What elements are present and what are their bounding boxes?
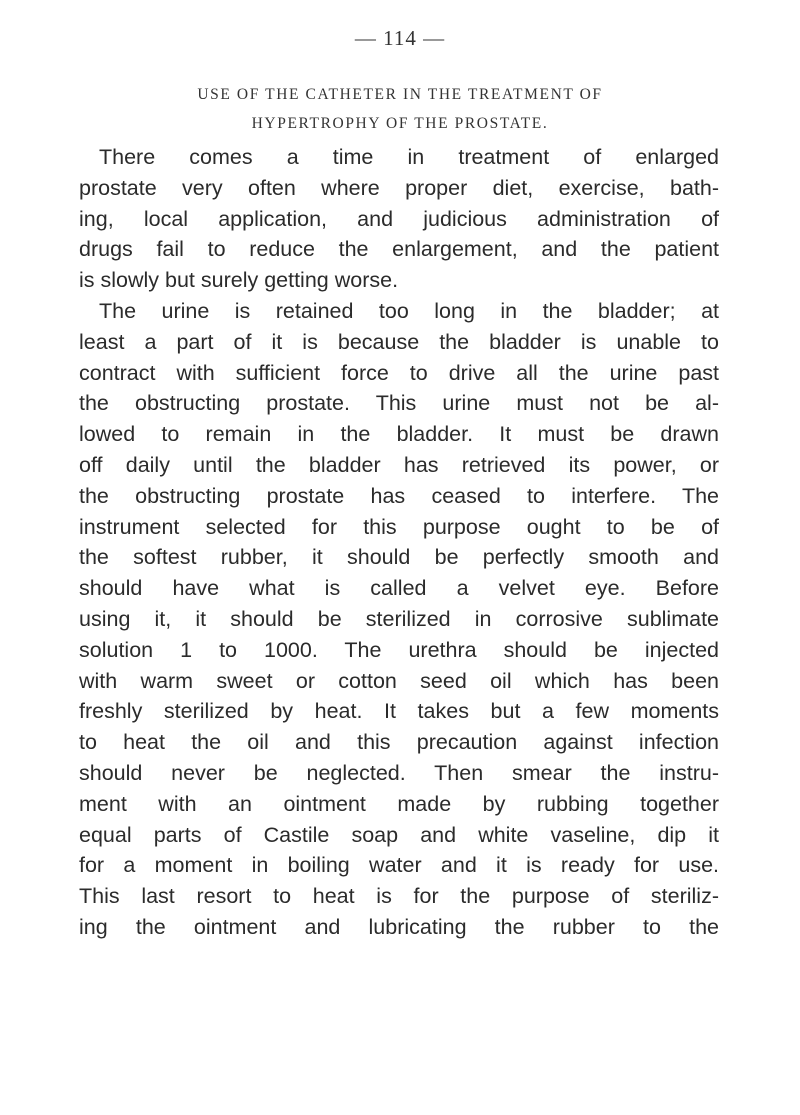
- text-line: solution 1 to 1000. The urethra should be injected: [79, 637, 719, 662]
- text-line: the softest rubber, it should be perfectly smooth and: [79, 545, 719, 570]
- text-line: lowed to remain in the bladder. It must be drawn: [79, 422, 719, 447]
- paragraph-1: [79, 142, 719, 296]
- text-line: ment with an ointment made by rubbing together: [79, 791, 719, 816]
- paragraph-2: [79, 296, 719, 943]
- page-number: — 114 —: [354, 26, 446, 50]
- text-line: for a moment in boiling water and it is ready for use.: [79, 853, 719, 878]
- text-line: least a part of it is because the bladder is unable to: [79, 329, 719, 354]
- text-line: freshly sterilized by heat. It takes but a few moments: [79, 699, 719, 724]
- text-line: contract with sufficient force to drive all the urine past: [79, 360, 719, 385]
- text-line: the obstructing prostate. This urine must not be al-: [79, 391, 719, 416]
- text-line: ing, local application, and judicious administration of: [79, 206, 719, 231]
- heading-line-1: USE OF THE CATHETER IN THE TREATMENT OF: [197, 86, 603, 103]
- text-line: using it, it should be sterilized in corrosive sublimate: [79, 606, 719, 631]
- text-line: This last resort to heat is for the purpose of steriliz-: [79, 884, 719, 909]
- text-line: should never be neglected. Then smear the instru-: [79, 760, 719, 785]
- text-line: ing the ointment and lubricating the rubber to the: [79, 914, 719, 939]
- text-line: with warm sweet or cotton seed oil which has been: [79, 668, 719, 693]
- text-line: should have what is called a velvet eye. Before: [79, 576, 719, 601]
- text-line: There comes a time in treatment of enlarged: [99, 145, 719, 169]
- text-line: drugs fail to reduce the enlargement, and the patient: [79, 237, 719, 262]
- text-line: equal parts of Castile soap and white vaseline, dip it: [79, 822, 719, 847]
- text-line: The urine is retained too long in the bladder; at: [99, 298, 719, 323]
- text-line: to heat the oil and this precaution against infection: [79, 730, 719, 755]
- body-text: [79, 142, 719, 943]
- heading-line-2: HYPERTROPHY OF THE PROSTATE.: [251, 115, 549, 132]
- text-line: off daily until the bladder has retrieved its power, or: [79, 452, 719, 477]
- text-line: is slowly but surely getting worse.: [79, 268, 399, 293]
- text-line: the obstructing prostate has ceased to interfere. The: [79, 483, 719, 508]
- chapter-heading: [60, 80, 740, 138]
- text-line: prostate very often where proper diet, exercise, bath-: [79, 175, 719, 200]
- text-line: instrument selected for this purpose ought to be of: [79, 514, 719, 539]
